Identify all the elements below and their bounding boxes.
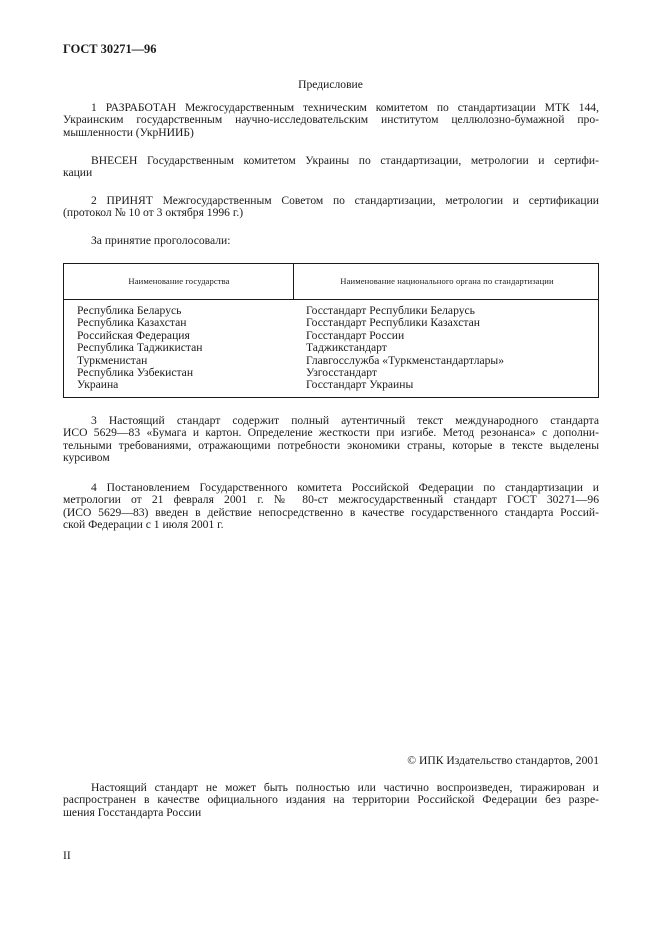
paragraph-line: тельными требованиями, отражающими потребности экономики страны, которые в тексте выделены bbox=[63, 438, 599, 452]
table-header-row bbox=[64, 264, 598, 300]
table-cell-body: Госстандарт Республики Беларусь bbox=[306, 304, 475, 317]
paragraph-introduced-by bbox=[63, 155, 599, 180]
foreword-title: Предисловие bbox=[298, 78, 363, 91]
table-cell-state: Республика Беларусь bbox=[77, 304, 182, 317]
paragraph-line: мышленности (УкрНИИБ) bbox=[63, 125, 194, 139]
paragraph-line: курсивом bbox=[63, 451, 110, 465]
document-code: ГОСТ 30271—96 bbox=[63, 42, 157, 56]
paragraph-line: ВНЕСЕН Государственным комитетом Украины по стандартизации, метрологии и сертифи- bbox=[91, 154, 599, 167]
table-column-states bbox=[77, 305, 202, 392]
paragraph-line: ИСО 5629—83 «Бумага и картон. Определение жесткости при изгибе. Метод резонанса» с дополни- bbox=[63, 426, 599, 440]
table-cell-body: Госстандарт Республики Казахстан bbox=[306, 316, 480, 330]
paragraph-line: 2 ПРИНЯТ Межгосударственным Советом по стандартизации, метрологии и сертификации bbox=[91, 194, 599, 207]
page-number: II bbox=[63, 849, 71, 862]
table-cell-body: Таджикстандарт bbox=[306, 341, 387, 355]
paragraph-line: За принятие проголосовали: bbox=[91, 234, 231, 247]
paragraph-line: 1 РАЗРАБОТАН Межгосударственным техническим комитетом по стандартизации МТК 144, bbox=[91, 101, 599, 114]
table-cell-body: Госстандарт Украины bbox=[306, 378, 414, 392]
paragraph-line: ской Федерации с 1 июля 2001 г. bbox=[63, 518, 224, 532]
table-cell-body: Госстандарт России bbox=[306, 328, 405, 342]
paragraph-adopted-by bbox=[63, 195, 599, 220]
table-cell-body: Узгосстандарт bbox=[306, 365, 377, 379]
table-cell-state: Республика Казахстан bbox=[77, 316, 187, 330]
table-cell-state: Туркменистан bbox=[77, 353, 148, 367]
copyright-line: © ИПК Издательство стандартов, 2001 bbox=[407, 754, 599, 767]
table-cell-state: Украина bbox=[77, 378, 119, 392]
table-column-standards-bodies bbox=[306, 305, 504, 392]
paragraph-line: кации bbox=[63, 166, 93, 180]
paragraph-line: 3 Настоящий стандарт содержит полный аутентичный текст международного стандарта bbox=[91, 414, 599, 427]
table-cell-state: Российская Федерация bbox=[77, 328, 190, 342]
paragraph-line: метрологии от 21 февраля 2001 г. № 80-ст межгосударственный стандарт ГОСТ 30271—96 bbox=[63, 493, 599, 507]
paragraph-line: 4 Постановлением Государственного комитета Российской Федерации по стандартизации и bbox=[91, 481, 599, 494]
paragraph-line: Украинским государственным научно-исследовательским институтом целлюлозно-бумажной про- bbox=[63, 113, 599, 127]
paragraph-developed-by bbox=[63, 102, 599, 139]
table-cell-state: Республика Узбекистан bbox=[77, 365, 194, 379]
paragraph-content-note bbox=[63, 415, 599, 465]
reproduction-notice bbox=[63, 782, 599, 819]
paragraph-line: шения Госстандарта России bbox=[63, 805, 202, 819]
table-cell-body: Главгосслужба «Туркменстандартлары» bbox=[306, 353, 505, 367]
paragraph-line: (протокол № 10 от 3 октября 1996 г.) bbox=[63, 206, 244, 220]
paragraph-line: Настоящий стандарт не может быть полностью или частично воспроизведен, тиражирован и bbox=[91, 781, 599, 794]
table-header-standards-body: Наименование национального органа по стандартизации bbox=[340, 276, 554, 286]
paragraph-line: распространен в качестве официального издания на территории Российской Федерации без разре- bbox=[63, 793, 599, 807]
paragraph-enactment bbox=[63, 482, 599, 532]
column-divider bbox=[293, 264, 294, 299]
voting-table bbox=[63, 263, 599, 398]
paragraph-voted-for bbox=[63, 235, 599, 247]
table-header-state: Наименование государства bbox=[128, 276, 230, 286]
paragraph-line: (ИСО 5629—83) введен в действие непосредственно в качестве государственного стандарта Россий- bbox=[63, 505, 599, 519]
table-cell-state: Республика Таджикистан bbox=[77, 341, 203, 355]
